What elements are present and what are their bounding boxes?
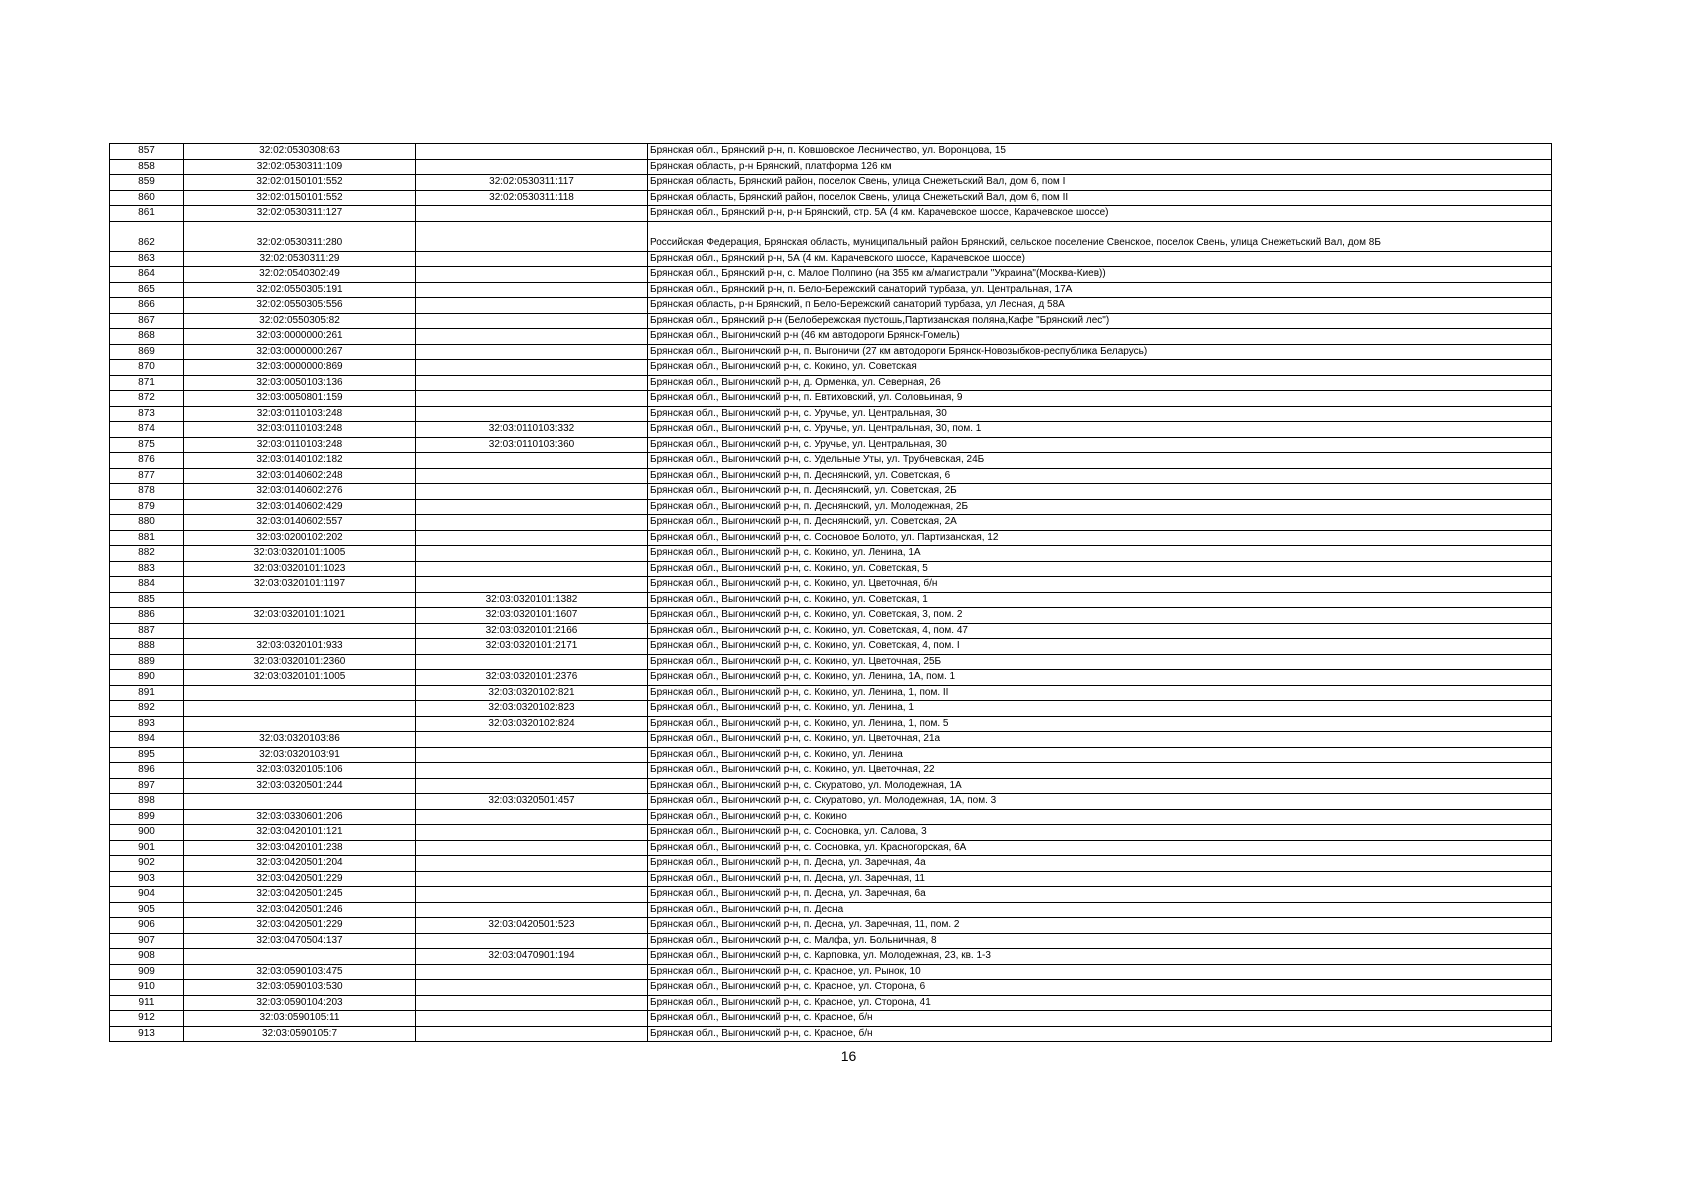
row-number: 874: [110, 422, 184, 438]
cadastral-number: 32:03:0590103:475: [184, 964, 416, 980]
object-cadastral-number: [416, 964, 648, 980]
table-row: [110, 175, 1552, 191]
cadastral-number: 32:03:0200102:202: [184, 530, 416, 546]
address: Брянская обл., Выгоничский р-н, п. Выгоничи (27 км автодороги Брянск-Новозыбков-республика Беларусь): [648, 344, 1552, 360]
object-cadastral-number: [416, 484, 648, 500]
row-number: 911: [110, 995, 184, 1011]
address: Брянская обл., Брянский р-н, п. Ковшовское Лесничество, ул. Воронцова, 15: [648, 144, 1552, 160]
row-number: 910: [110, 980, 184, 996]
cadastral-number: 32:03:0140102:182: [184, 453, 416, 469]
row-number: 893: [110, 716, 184, 732]
cadastral-number: 32:03:0000000:261: [184, 329, 416, 345]
address: Брянская обл., Выгоничский р-н, с. Красное, б/н: [648, 1026, 1552, 1042]
cadastral-number: 32:03:0140602:248: [184, 468, 416, 484]
row-number: 901: [110, 840, 184, 856]
cadastral-number: 32:03:0420501:229: [184, 871, 416, 887]
table-row: [110, 778, 1552, 794]
cadastral-number: 32:03:0140602:557: [184, 515, 416, 531]
address: Брянская обл., Выгоничский р-н, с. Малфа, ул. Больничная, 8: [648, 933, 1552, 949]
property-table: [109, 143, 1552, 1042]
cadastral-number: 32:02:0550305:556: [184, 298, 416, 314]
object-cadastral-number: [416, 871, 648, 887]
address: Брянская обл., Выгоничский р-н, с. Уручье, ул. Центральная, 30, пом. 1: [648, 422, 1552, 438]
row-number: 886: [110, 608, 184, 624]
address: Брянская обл., Выгоничский р-н, п. Десна, ул. Заречная, 6а: [648, 887, 1552, 903]
row-number: 905: [110, 902, 184, 918]
cadastral-number: [184, 701, 416, 717]
object-cadastral-number: [416, 282, 648, 298]
row-number: 896: [110, 763, 184, 779]
object-cadastral-number: [416, 577, 648, 593]
object-cadastral-number: [416, 825, 648, 841]
address: Брянская обл., Выгоничский р-н, с. Скуратово, ул. Молодежная, 1А: [648, 778, 1552, 794]
table-row: [110, 344, 1552, 360]
row-number: 898: [110, 794, 184, 810]
table-row: [110, 159, 1552, 175]
address: Брянская обл., Выгоничский р-н, с. Кокино, ул. Цветочная, б/н: [648, 577, 1552, 593]
table-row: [110, 267, 1552, 283]
cadastral-number: 32:03:0420101:121: [184, 825, 416, 841]
row-number: 891: [110, 685, 184, 701]
table-row: [110, 592, 1552, 608]
table-row: [110, 856, 1552, 872]
address: Брянская обл., Выгоничский р-н, п. Деснянский, ул. Советская, 2А: [648, 515, 1552, 531]
address: Брянская обл., Выгоничский р-н, п. Евтиховский, ул. Соловьиная, 9: [648, 391, 1552, 407]
row-number: 885: [110, 592, 184, 608]
object-cadastral-number: 32:03:0320102:823: [416, 701, 648, 717]
table-row: [110, 980, 1552, 996]
address: Брянская область, р-н Брянский, п Бело-Бережский санаторий турбаза, ул Лесная, д 58А: [648, 298, 1552, 314]
address: Российская Федерация, Брянская область, муниципальный район Брянский, сельское поселение Свенское, поселок Свень, улица Снежетьский Вал, дом 8Б: [648, 221, 1552, 251]
table-row: [110, 732, 1552, 748]
row-number: 863: [110, 251, 184, 267]
row-number: 868: [110, 329, 184, 345]
row-number: 902: [110, 856, 184, 872]
row-number: 880: [110, 515, 184, 531]
table-row: [110, 825, 1552, 841]
cadastral-number: 32:03:0590103:530: [184, 980, 416, 996]
cadastral-number: 32:03:0110103:248: [184, 437, 416, 453]
table-row: [110, 375, 1552, 391]
cadastral-number: 32:03:0320501:244: [184, 778, 416, 794]
object-cadastral-number: 32:03:0110103:360: [416, 437, 648, 453]
cadastral-number: 32:02:0150101:552: [184, 190, 416, 206]
object-cadastral-number: 32:03:0320101:1607: [416, 608, 648, 624]
object-cadastral-number: [416, 995, 648, 1011]
table-row: [110, 391, 1552, 407]
row-number: 903: [110, 871, 184, 887]
cadastral-number: 32:02:0150101:552: [184, 175, 416, 191]
table-row: [110, 918, 1552, 934]
cadastral-number: 32:03:0050801:159: [184, 391, 416, 407]
address: Брянская обл., Выгоничский р-н, п. Десна, ул. Заречная, 4а: [648, 856, 1552, 872]
row-number: 890: [110, 670, 184, 686]
table-row: [110, 964, 1552, 980]
object-cadastral-number: [416, 206, 648, 222]
object-cadastral-number: [416, 887, 648, 903]
address: Брянская обл., Выгоничский р-н, с. Кокино, ул. Ленина, 1, пом. 5: [648, 716, 1552, 732]
cadastral-number: 32:03:0320101:2360: [184, 654, 416, 670]
cadastral-number: 32:03:0050103:136: [184, 375, 416, 391]
object-cadastral-number: [416, 391, 648, 407]
address: Брянская обл., Выгоничский р-н, с. Кокино, ул. Советская, 4, пом. 47: [648, 623, 1552, 639]
table-row: [110, 763, 1552, 779]
object-cadastral-number: 32:02:0530311:117: [416, 175, 648, 191]
row-number: 870: [110, 360, 184, 376]
object-cadastral-number: [416, 840, 648, 856]
address: Брянская обл., Выгоничский р-н, д. Орменка, ул. Северная, 26: [648, 375, 1552, 391]
table-row: [110, 484, 1552, 500]
row-number: 881: [110, 530, 184, 546]
address: Брянская обл., Выгоничский р-н, с. Сосновое Болото, ул. Партизанская, 12: [648, 530, 1552, 546]
object-cadastral-number: 32:03:0320101:2376: [416, 670, 648, 686]
table-row: [110, 654, 1552, 670]
row-number: 907: [110, 933, 184, 949]
cadastral-number: 32:03:0320101:1197: [184, 577, 416, 593]
address: Брянская обл., Выгоничский р-н, с. Сосновка, ул. Красногорская, 6А: [648, 840, 1552, 856]
cadastral-number: 32:02:0550305:191: [184, 282, 416, 298]
row-number: 871: [110, 375, 184, 391]
address: Брянская обл., Выгоничский р-н, с. Кокино, ул. Ленина, 1А, пом. 1: [648, 670, 1552, 686]
object-cadastral-number: [416, 515, 648, 531]
address: Брянская обл., Выгоничский р-н, с. Кокино: [648, 809, 1552, 825]
table-row: [110, 623, 1552, 639]
address: Брянская обл., Выгоничский р-н, с. Сосновка, ул. Салова, 3: [648, 825, 1552, 841]
cadastral-number: [184, 949, 416, 965]
object-cadastral-number: [416, 468, 648, 484]
row-number: 912: [110, 1011, 184, 1027]
cadastral-number: 32:03:0110103:248: [184, 422, 416, 438]
row-number: 900: [110, 825, 184, 841]
cadastral-number: 32:03:0590105:11: [184, 1011, 416, 1027]
table-row: [110, 546, 1552, 562]
row-number: 888: [110, 639, 184, 655]
address: Брянская обл., Брянский р-н, п. Бело-Бережский санаторий турбаза, ул. Центральная, 17А: [648, 282, 1552, 298]
cadastral-number: [184, 592, 416, 608]
cadastral-number: 32:03:0320101:1005: [184, 670, 416, 686]
address: Брянская область, Брянский район, поселок Свень, улица Снежетьский Вал, дом 6, пом II: [648, 190, 1552, 206]
object-cadastral-number: [416, 221, 648, 251]
row-number: 895: [110, 747, 184, 763]
row-number: 909: [110, 964, 184, 980]
table-row: [110, 685, 1552, 701]
table-row: [110, 437, 1552, 453]
row-number: 906: [110, 918, 184, 934]
cadastral-number: 32:02:0550305:82: [184, 313, 416, 329]
object-cadastral-number: 32:03:0320102:824: [416, 716, 648, 732]
table-row: [110, 887, 1552, 903]
object-cadastral-number: [416, 251, 648, 267]
object-cadastral-number: [416, 1026, 648, 1042]
table-row: [110, 468, 1552, 484]
row-number: 883: [110, 561, 184, 577]
table-row: [110, 190, 1552, 206]
row-number: 878: [110, 484, 184, 500]
cadastral-number: 32:02:0530311:29: [184, 251, 416, 267]
address: Брянская обл., Выгоничский р-н, с. Красное, ул. Рынок, 10: [648, 964, 1552, 980]
cadastral-number: 32:02:0530311:127: [184, 206, 416, 222]
cadastral-number: 32:02:0530308:63: [184, 144, 416, 160]
table-row: [110, 298, 1552, 314]
object-cadastral-number: 32:03:0320101:1382: [416, 592, 648, 608]
address: Брянская обл., Выгоничский р-н, с. Кокино, ул. Советская: [648, 360, 1552, 376]
cadastral-number: 32:03:0320101:1023: [184, 561, 416, 577]
table-row: [110, 530, 1552, 546]
cadastral-number: 32:03:0320101:1005: [184, 546, 416, 562]
row-number: 860: [110, 190, 184, 206]
row-number: 899: [110, 809, 184, 825]
address: Брянская обл., Выгоничский р-н, с. Скуратово, ул. Молодежная, 1А, пом. 3: [648, 794, 1552, 810]
object-cadastral-number: [416, 313, 648, 329]
address: Брянская обл., Выгоничский р-н, с. Уручье, ул. Центральная, 30: [648, 406, 1552, 422]
row-number: 889: [110, 654, 184, 670]
property-table-body: [110, 144, 1552, 1042]
cadastral-number: 32:03:0420101:238: [184, 840, 416, 856]
cadastral-number: 32:03:0320103:86: [184, 732, 416, 748]
object-cadastral-number: [416, 763, 648, 779]
row-number: 884: [110, 577, 184, 593]
cadastral-number: 32:03:0320105:106: [184, 763, 416, 779]
cadastral-number: 32:02:0530311:280: [184, 221, 416, 251]
row-number: 892: [110, 701, 184, 717]
object-cadastral-number: [416, 654, 648, 670]
address: Брянская область, р-н Брянский, платформа 126 км: [648, 159, 1552, 175]
address: Брянская обл., Выгоничский р-н, с. Кокино, ул. Цветочная, 21а: [648, 732, 1552, 748]
row-number: 897: [110, 778, 184, 794]
table-row: [110, 639, 1552, 655]
cadastral-number: [184, 716, 416, 732]
row-number: 858: [110, 159, 184, 175]
address: Брянская обл., Выгоничский р-н, с. Кокино, ул. Ленина, 1А: [648, 546, 1552, 562]
cadastral-number: 32:03:0420501:245: [184, 887, 416, 903]
address: Брянская обл., Выгоничский р-н, с. Кокино, ул. Советская, 3, пом. 2: [648, 608, 1552, 624]
object-cadastral-number: [416, 159, 648, 175]
cadastral-number: 32:03:0320103:91: [184, 747, 416, 763]
object-cadastral-number: [416, 344, 648, 360]
table-row: [110, 577, 1552, 593]
cadastral-number: 32:03:0330601:206: [184, 809, 416, 825]
address: Брянская обл., Выгоничский р-н, с. Кокино, ул. Советская, 4, пом. I: [648, 639, 1552, 655]
row-number: 876: [110, 453, 184, 469]
cadastral-number: 32:03:0420501:229: [184, 918, 416, 934]
table-row: [110, 453, 1552, 469]
row-number: 865: [110, 282, 184, 298]
object-cadastral-number: [416, 856, 648, 872]
row-number: 904: [110, 887, 184, 903]
cadastral-number: 32:02:0540302:49: [184, 267, 416, 283]
address: Брянская обл., Выгоничский р-н, с. Кокино, ул. Ленина: [648, 747, 1552, 763]
row-number: 866: [110, 298, 184, 314]
page-number: 16: [840, 1048, 857, 1064]
address: Брянская обл., Брянский р-н, 5А (4 км. Карачевского шоссе, Карачевское шоссе): [648, 251, 1552, 267]
object-cadastral-number: [416, 329, 648, 345]
address: Брянская обл., Брянский р-н, с. Малое Полпино (на 355 км а/магистрали "Украина"(Москва-Киев)): [648, 267, 1552, 283]
address: Брянская обл., Выгоничский р-н, с. Уручье, ул. Центральная, 30: [648, 437, 1552, 453]
address: Брянская область, Брянский район, поселок Свень, улица Снежетьский Вал, дом 6, пом I: [648, 175, 1552, 191]
address: Брянская обл., Выгоничский р-н, п. Деснянский, ул. Советская, 2Б: [648, 484, 1552, 500]
object-cadastral-number: [416, 298, 648, 314]
table-row: [110, 1011, 1552, 1027]
row-number: 859: [110, 175, 184, 191]
address: Брянская обл., Выгоничский р-н, с. Кокино, ул. Цветочная, 22: [648, 763, 1552, 779]
table-row: [110, 933, 1552, 949]
row-number: 894: [110, 732, 184, 748]
address: Брянская обл., Выгоничский р-н, п. Деснянский, ул. Молодежная, 2Б: [648, 499, 1552, 515]
cadastral-number: 32:03:0470504:137: [184, 933, 416, 949]
object-cadastral-number: [416, 809, 648, 825]
object-cadastral-number: [416, 375, 648, 391]
address: Брянская обл., Выгоничский р-н, с. Кокино, ул. Цветочная, 25Б: [648, 654, 1552, 670]
row-number: 877: [110, 468, 184, 484]
table-row: [110, 949, 1552, 965]
table-row: [110, 360, 1552, 376]
object-cadastral-number: [416, 732, 648, 748]
table-row: [110, 251, 1552, 267]
object-cadastral-number: [416, 267, 648, 283]
object-cadastral-number: 32:03:0470901:194: [416, 949, 648, 965]
cadastral-number: 32:03:0320101:1021: [184, 608, 416, 624]
address: Брянская обл., Брянский р-н, р-н Брянский, стр. 5А (4 км. Карачевское шоссе, Карачевское шоссе): [648, 206, 1552, 222]
row-number: 913: [110, 1026, 184, 1042]
row-number: 869: [110, 344, 184, 360]
address: Брянская обл., Выгоничский р-н, с. Карповка, ул. Молодежная, 23, кв. 1-3: [648, 949, 1552, 965]
row-number: 882: [110, 546, 184, 562]
row-number: 867: [110, 313, 184, 329]
address: Брянская обл., Выгоничский р-н, с. Кокино, ул. Ленина, 1: [648, 701, 1552, 717]
table-row: [110, 701, 1552, 717]
cadastral-number: [184, 794, 416, 810]
table-row: [110, 515, 1552, 531]
table-row: [110, 840, 1552, 856]
object-cadastral-number: [416, 933, 648, 949]
object-cadastral-number: 32:03:0420501:523: [416, 918, 648, 934]
object-cadastral-number: [416, 546, 648, 562]
object-cadastral-number: [416, 406, 648, 422]
cadastral-number: 32:03:0590104:203: [184, 995, 416, 1011]
row-number: 862: [110, 221, 184, 251]
object-cadastral-number: [416, 499, 648, 515]
table-row: [110, 794, 1552, 810]
table-row: [110, 282, 1552, 298]
table-row: [110, 995, 1552, 1011]
cadastral-number: 32:03:0140602:276: [184, 484, 416, 500]
address: Брянская обл., Выгоничский р-н, п. Десна, ул. Заречная, 11: [648, 871, 1552, 887]
table-row: [110, 206, 1552, 222]
cadastral-number: 32:03:0000000:869: [184, 360, 416, 376]
cadastral-number: 32:03:0590105:7: [184, 1026, 416, 1042]
object-cadastral-number: [416, 778, 648, 794]
cadastral-number: 32:03:0140602:429: [184, 499, 416, 515]
cadastral-number: 32:03:0000000:267: [184, 344, 416, 360]
object-cadastral-number: [416, 1011, 648, 1027]
object-cadastral-number: 32:03:0320101:2166: [416, 623, 648, 639]
table-row: [110, 608, 1552, 624]
address: Брянская обл., Выгоничский р-н, с. Удельные Уты, ул. Трубчевская, 24Б: [648, 453, 1552, 469]
table-row: [110, 144, 1552, 160]
row-number: 887: [110, 623, 184, 639]
address: Брянская обл., Выгоничский р-н, п. Десна, ул. Заречная, 11, пом. 2: [648, 918, 1552, 934]
address: Брянская обл., Выгоничский р-н, с. Кокино, ул. Ленина, 1, пом. II: [648, 685, 1552, 701]
cadastral-number: 32:03:0420501:204: [184, 856, 416, 872]
table-row: [110, 747, 1552, 763]
object-cadastral-number: [416, 980, 648, 996]
table-row: [110, 1026, 1552, 1042]
object-cadastral-number: 32:03:0320501:457: [416, 794, 648, 810]
row-number: 861: [110, 206, 184, 222]
row-number: 879: [110, 499, 184, 515]
object-cadastral-number: [416, 530, 648, 546]
object-cadastral-number: 32:02:0530311:118: [416, 190, 648, 206]
address: Брянская обл., Выгоничский р-н, с. Красное, б/н: [648, 1011, 1552, 1027]
row-number: 864: [110, 267, 184, 283]
object-cadastral-number: 32:03:0320101:2171: [416, 639, 648, 655]
object-cadastral-number: [416, 902, 648, 918]
object-cadastral-number: [416, 360, 648, 376]
table-row: [110, 406, 1552, 422]
address: Брянская обл., Выгоничский р-н, п. Десна: [648, 902, 1552, 918]
cadastral-number: 32:03:0420501:246: [184, 902, 416, 918]
table-row: [110, 313, 1552, 329]
cadastral-number: [184, 685, 416, 701]
cadastral-number: [184, 623, 416, 639]
table-row: [110, 716, 1552, 732]
table-row: [110, 499, 1552, 515]
table-row: [110, 561, 1552, 577]
object-cadastral-number: 32:03:0110103:332: [416, 422, 648, 438]
table-row: [110, 329, 1552, 345]
table-row: [110, 902, 1552, 918]
row-number: 857: [110, 144, 184, 160]
cadastral-number: 32:03:0320101:933: [184, 639, 416, 655]
row-number: 872: [110, 391, 184, 407]
table-row: [110, 670, 1552, 686]
row-number: 908: [110, 949, 184, 965]
object-cadastral-number: [416, 561, 648, 577]
row-number: 875: [110, 437, 184, 453]
table-row: [110, 809, 1552, 825]
address: Брянская обл., Выгоничский р-н, с. Кокино, ул. Советская, 1: [648, 592, 1552, 608]
row-number: 873: [110, 406, 184, 422]
address: Брянская обл., Выгоничский р-н (46 км автодороги Брянск-Гомель): [648, 329, 1552, 345]
table-row: [110, 221, 1552, 251]
cadastral-number: 32:03:0110103:248: [184, 406, 416, 422]
address: Брянская обл., Брянский р-н (Белобережская пустошь,Партизанская поляна,Кафе "Брянский лес"): [648, 313, 1552, 329]
address: Брянская обл., Выгоничский р-н, п. Деснянский, ул. Советская, 6: [648, 468, 1552, 484]
table-row: [110, 422, 1552, 438]
cadastral-number: 32:02:0530311:109: [184, 159, 416, 175]
table-row: [110, 871, 1552, 887]
object-cadastral-number: 32:03:0320102:821: [416, 685, 648, 701]
address: Брянская обл., Выгоничский р-н, с. Красное, ул. Сторона, 41: [648, 995, 1552, 1011]
object-cadastral-number: [416, 453, 648, 469]
object-cadastral-number: [416, 747, 648, 763]
object-cadastral-number: [416, 144, 648, 160]
address: Брянская обл., Выгоничский р-н, с. Кокино, ул. Советская, 5: [648, 561, 1552, 577]
address: Брянская обл., Выгоничский р-н, с. Красное, ул. Сторона, 6: [648, 980, 1552, 996]
